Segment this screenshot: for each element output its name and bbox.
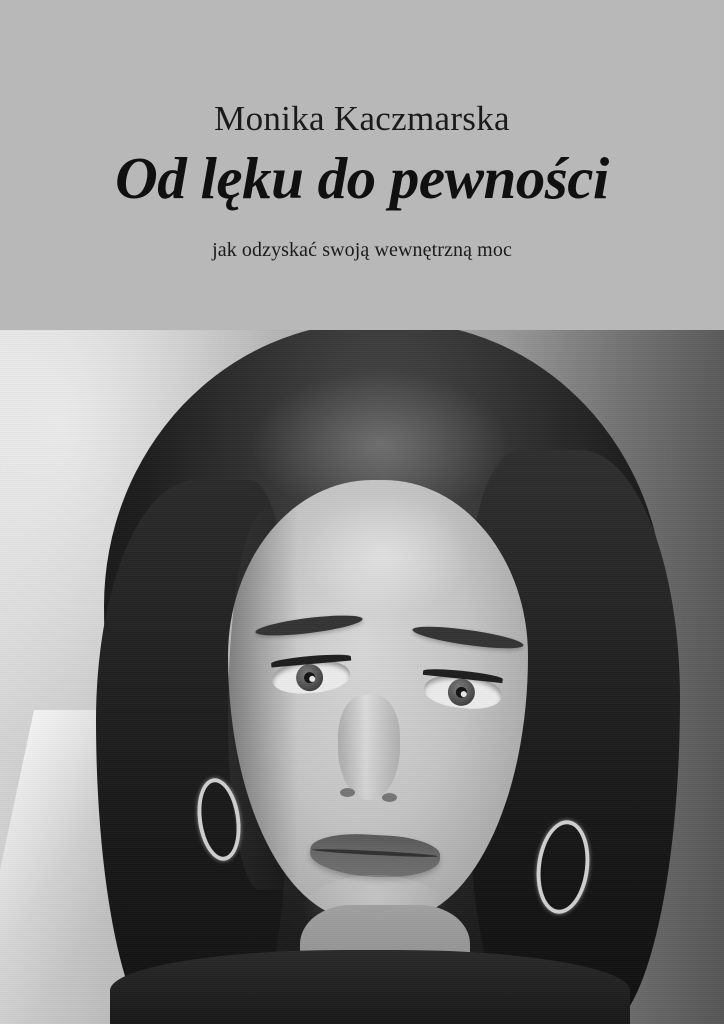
cover-author: Monika Kaczmarska	[214, 99, 510, 138]
portrait-pupil-right	[455, 686, 467, 698]
portrait-nostril-right	[382, 793, 397, 802]
cover-subtitle: jak odzyskać swoją wewnętrzną moc	[212, 238, 512, 261]
portrait-nose	[338, 695, 400, 800]
portrait-iris-left	[295, 663, 324, 692]
portrait-eye-glint-right	[460, 691, 467, 698]
portrait-shoulder	[110, 950, 630, 1024]
cover-text-band	[0, 0, 724, 330]
portrait-nostril-left	[340, 788, 355, 797]
cover-title: Od lęku do pewności	[115, 144, 609, 211]
cover-photo	[0, 330, 724, 1024]
portrait-pupil-left	[304, 672, 316, 684]
portrait-eye-glint-left	[309, 676, 316, 683]
portrait-iris-right	[447, 678, 477, 708]
portrait-forehead-highlight	[300, 495, 470, 615]
